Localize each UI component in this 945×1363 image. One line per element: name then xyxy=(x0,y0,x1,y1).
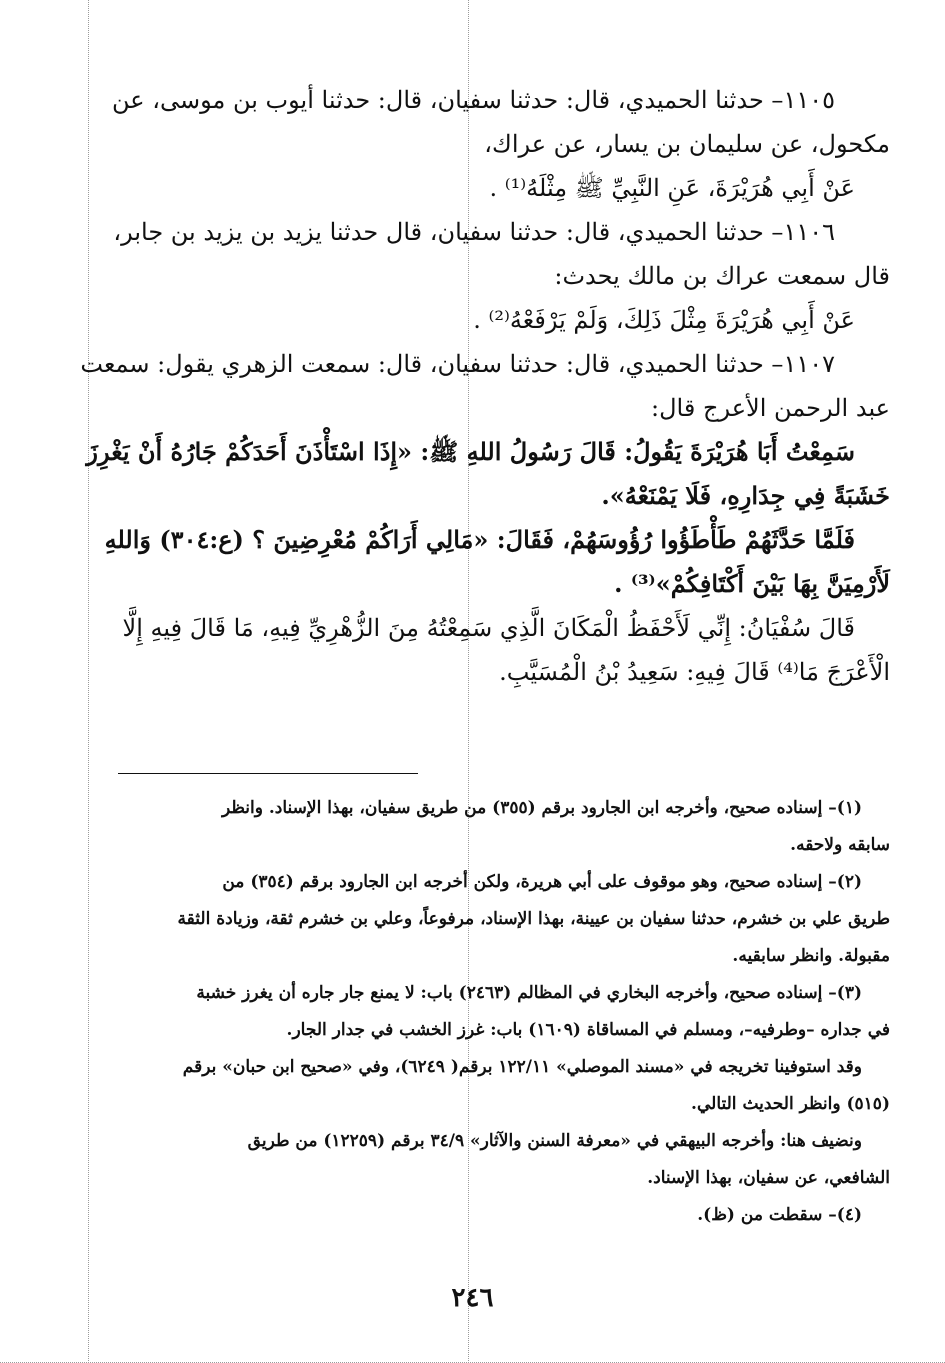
footnote-2-line-3: مقبولة. وانظر سابقيه. xyxy=(732,946,890,966)
footnote-2-line-2: طريق علي بن خشرم، حدثنا سفيان بن عيينة، بهذا الإسناد، مرفوعاً، وعلي بن خشرم ثقة، وزيادة الثقة xyxy=(177,909,890,929)
hadith-1107-sufyan-1: قَالَ سُفْيَانُ: إِنِّي لَأَحْفَظُ الْمَكَانَ الَّذِي سَمِعْتُهُ مِنَ الزُّهْرِيِّ فِيهِ، مَا قَالَ فِيهِ إِلَّا xyxy=(122,614,855,642)
footnote-separator xyxy=(118,773,418,774)
margin-guide-left xyxy=(88,0,89,1363)
hadith-1105-line-1: ١١٠٥– حدثنا الحميدي، قال: حدثنا سفيان، قال: حدثنا أيوب بن موسى، عن xyxy=(112,86,835,114)
hadith-1107-line-1: ١١٠٧– حدثنا الحميدي، قال: حدثنا سفيان، قال: سمعت الزهري يقول: سمعت xyxy=(80,350,835,378)
page-number: ٢٤٦ xyxy=(451,1283,494,1313)
footnote-3-line-5: ونضيف هنا: وأخرجه البيهقي في «معرفة السنن والآثار» ٣٤/٩ برقم (١٢٢٥٩) من طريق xyxy=(247,1131,862,1151)
hadith-1105-line-2: مكحول، عن سليمان بن يسار، عن عراك، xyxy=(484,130,890,158)
footnote-3-line-1: (٣)– إسناده صحيح، وأخرجه البخاري في المظالم (٢٤٦٣) باب: لا يمنع جار جاره أن يغرز خشبة xyxy=(196,983,862,1003)
hadith-1105-matn: عَنْ أَبِي هُرَيْرَةَ، عَنِ النَّبِيِّ ﷺ مِثْلَهُ⁽¹⁾ . xyxy=(489,174,855,202)
hadith-1107-matn-4: لَأَرْمِيَنَّ بِهَا بَيْنَ أَكْتَافِكُمْ»⁽³⁾ . xyxy=(614,569,890,598)
footnote-3-line-2: في جداره –وطرفيه–، ومسلم في المساقاة (١٦٠٩) باب: غرز الخشب في جدار الجار. xyxy=(286,1020,890,1040)
hadith-1107-matn-3: فَلَمَّا حَدَّثَهُمْ طَأْطَؤُوا رُؤُوسَهُمْ، فَقَالَ: «مَالِي أَرَاكُمْ مُعْرِضِينَ ؟ (ع:٣٠٤) وَاللهِ xyxy=(104,525,855,554)
hadith-1107-line-2: عبد الرحمن الأعرج قال: xyxy=(651,394,890,422)
hadith-1107-sufyan-2: الْأَعْرَجَ مَا⁽⁴⁾ قَالَ فِيهِ: سَعِيدُ بْنُ الْمُسَيَّبِ. xyxy=(499,658,890,686)
footnotes xyxy=(118,790,890,1234)
hadith-1106-matn: عَنْ أَبِي هُرَيْرَةَ مِثْلَ ذَلِكَ، وَلَمْ يَرْفَعْهُ⁽²⁾ . xyxy=(473,306,855,334)
footnote-3-line-4: (٥١٥) وانظر الحديث التالي. xyxy=(691,1094,890,1114)
hadith-1107-matn-1: سَمِعْتُ أَبَا هُرَيْرَةَ يَقُولُ: قَالَ رَسُولُ اللهِ ﷺ: «إِذَا اسْتَأْذَنَ أَحَدَكُمْ جَارُهُ أَنْ يَغْرِزَ xyxy=(86,437,855,466)
footnote-1-line-2: سابقه ولاحقه. xyxy=(790,835,890,855)
footnote-1-line-1: (١)– إسناده صحيح، وأخرجه ابن الجارود برقم (٣٥٥) من طريق سفيان، بهذا الإسناد. وانظر xyxy=(221,798,862,818)
footnote-3-line-6: الشافعي، عن سفيان، بهذا الإسناد. xyxy=(647,1168,890,1188)
hadith-1106-line-1: ١١٠٦– حدثنا الحميدي، قال: حدثنا سفيان، قال حدثنا يزيد بن يزيد بن جابر، xyxy=(113,218,835,246)
footnote-2-line-1: (٢)– إسناده صحيح، وهو موقوف على أبي هريرة، ولكن أخرجه ابن الجارود برقم (٣٥٤) من xyxy=(222,872,862,892)
hadith-1107-matn-2: خَشَبَةً فِي جِدَارِهِ، فَلَا يَمْنَعْهُ». xyxy=(601,481,890,510)
hadith-text xyxy=(80,78,890,694)
hadith-1106-line-2: قال سمعت عراك بن مالك يحدث: xyxy=(554,262,890,290)
footnote-4: (٤)– سقطت من (ظ). xyxy=(697,1205,862,1225)
footnote-3-line-3: وقد استوفينا تخريجه في «مسند الموصلي» ١٢٢/١١ برقم( ٦٢٤٩)، وفي «صحيح ابن حبان» برقم xyxy=(182,1057,862,1077)
